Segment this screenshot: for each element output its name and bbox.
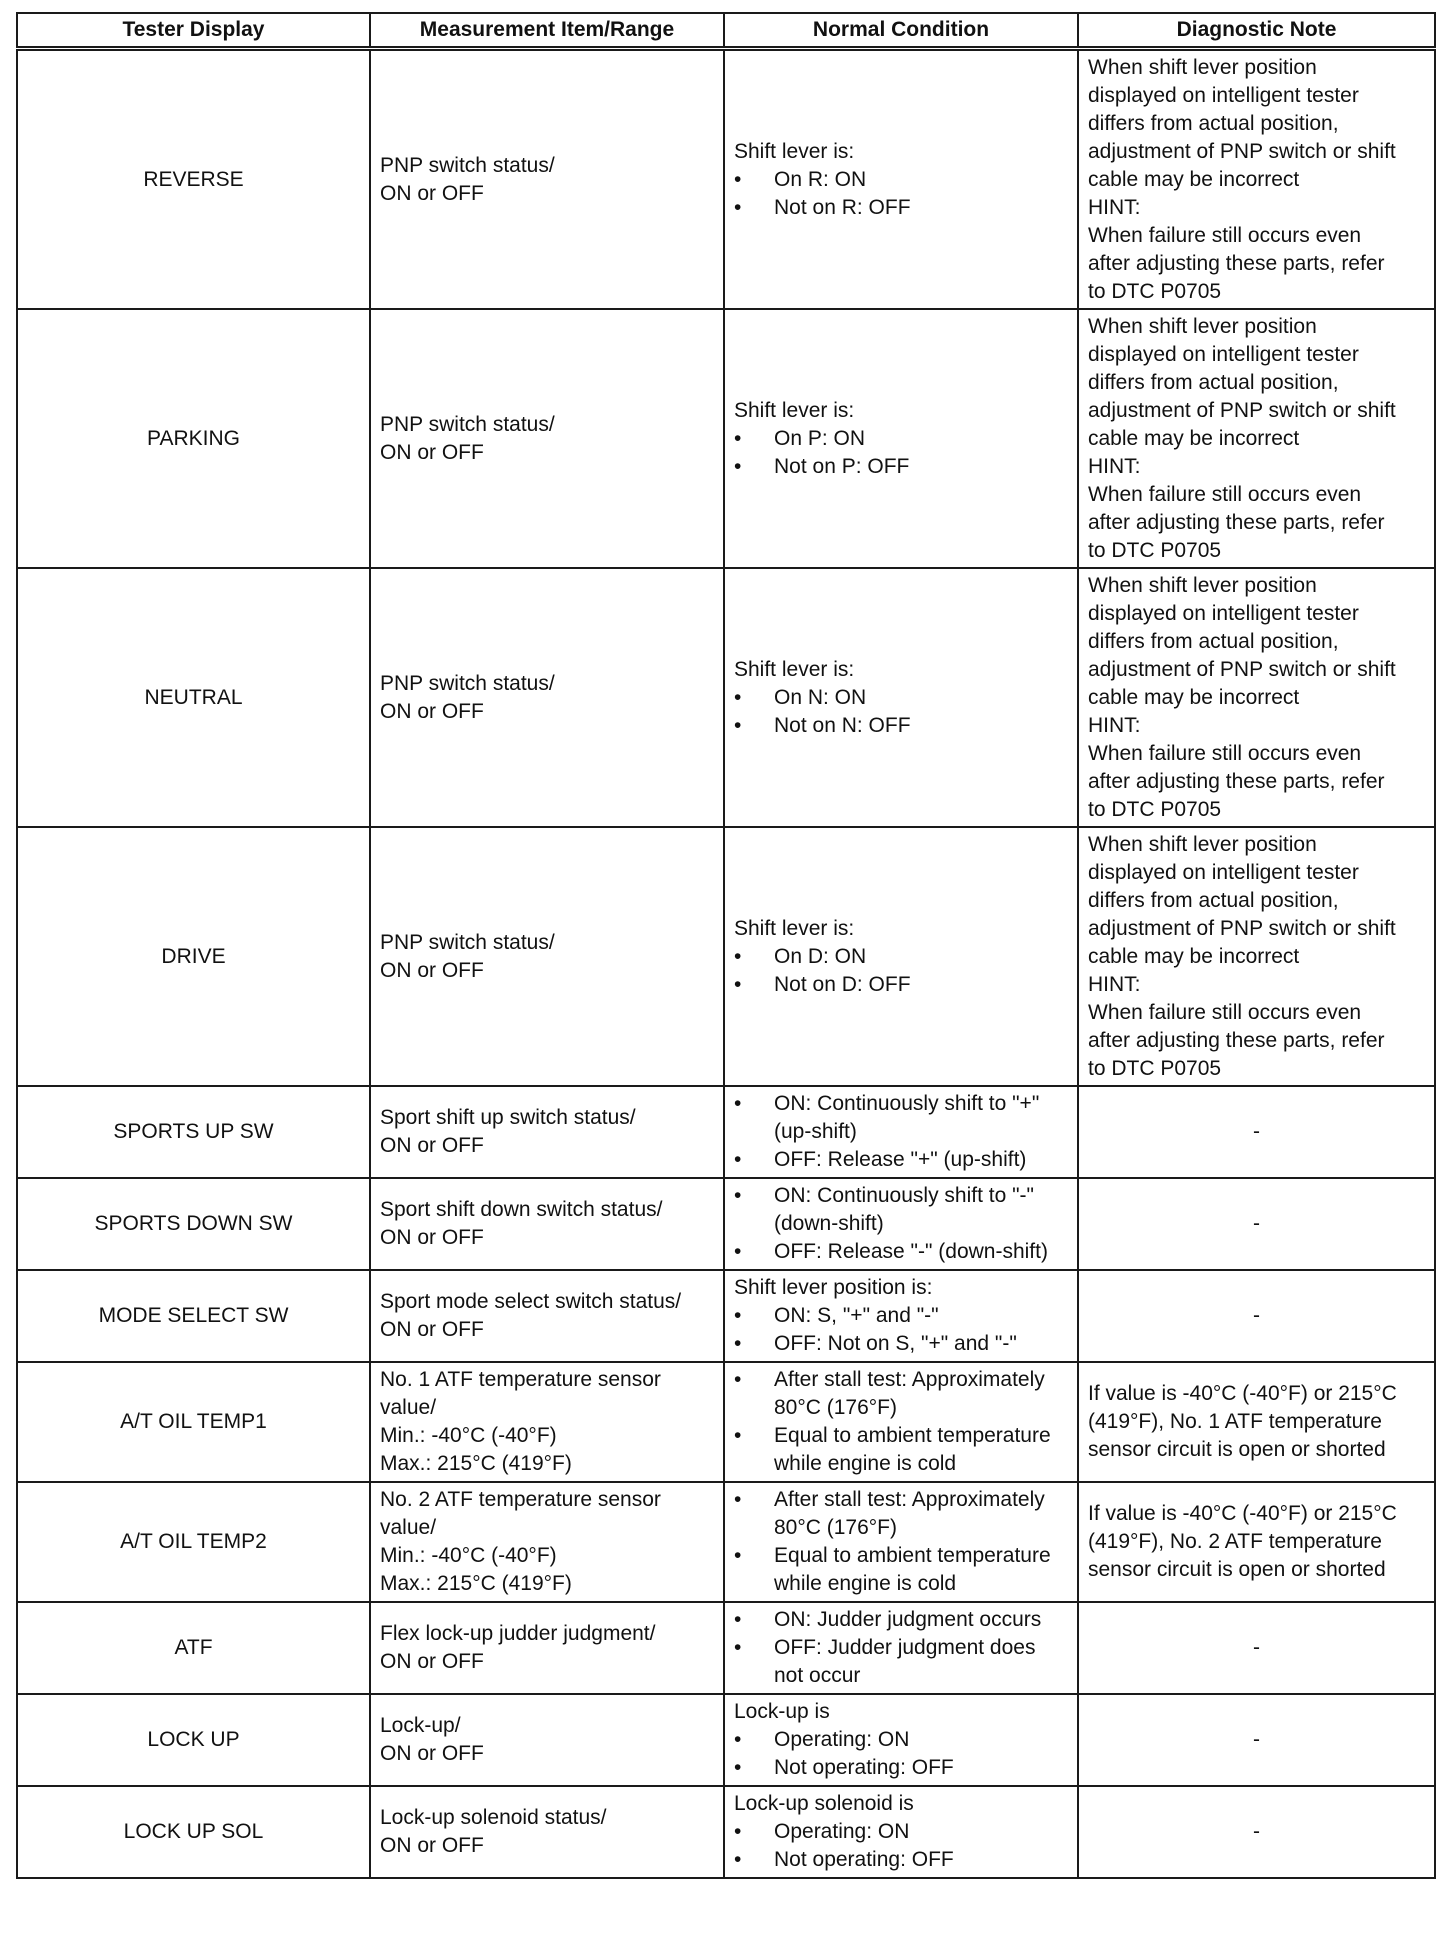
- tester-display-cell: NEUTRAL: [17, 568, 370, 827]
- normal-condition-bullet: • Operating: ON: [734, 1726, 1068, 1754]
- measurement-line: ON or OFF: [380, 181, 484, 205]
- measurement-line: Sport shift down switch status/: [380, 1198, 663, 1221]
- measurement-line: ON or OFF: [380, 1650, 484, 1673]
- measurement-line: ON or OFF: [380, 1134, 484, 1157]
- normal-condition-bullet: • On N: ON: [734, 684, 1068, 712]
- diagnostic-note-line: to DTC P0705: [1088, 797, 1222, 821]
- measurement-line: Lock-up/: [380, 1714, 461, 1737]
- diagnostic-note-line: after adjusting these parts, refer: [1088, 251, 1385, 275]
- diagnostic-note-line: -: [1253, 1636, 1260, 1659]
- diagnostic-note-line: HINT:: [1088, 713, 1141, 737]
- normal-condition-bullet: • After stall test: Approximately 80°C (176°F): [734, 1366, 1068, 1422]
- table-row: [17, 49, 1435, 310]
- diagnostic-note-line: When failure still occurs even: [1088, 482, 1362, 506]
- diagnostic-note-cell: [1078, 49, 1435, 310]
- diagnostic-note-line: -: [1253, 1728, 1260, 1751]
- diagnostic-note-line: -: [1253, 1120, 1260, 1143]
- normal-condition-cell: [724, 1362, 1078, 1482]
- measurement-line: ON or OFF: [380, 1742, 484, 1765]
- table-body: [17, 49, 1435, 1879]
- measurement-cell: [370, 1362, 724, 1482]
- measurement-line: ON or OFF: [380, 958, 484, 982]
- diagnostic-note-line: -: [1253, 1820, 1260, 1843]
- diagnostic-note-line: after adjusting these parts, refer: [1088, 769, 1385, 793]
- diagnostic-note-line: to DTC P0705: [1088, 1056, 1222, 1080]
- diagnostic-note-line: after adjusting these parts, refer: [1088, 510, 1385, 534]
- normal-condition-bullet: • Not on N: OFF: [734, 712, 1068, 740]
- measurement-line: value/: [380, 1396, 437, 1419]
- normal-condition-bullet: • ON: Continuously shift to "+" (up-shift): [734, 1090, 1068, 1146]
- normal-condition-cell: [724, 1694, 1078, 1786]
- tester-display-cell: MODE SELECT SW: [17, 1270, 370, 1362]
- diagnostic-note-line: When shift lever position: [1088, 832, 1317, 856]
- diagnostic-note-line: -: [1253, 1212, 1260, 1235]
- table-row: [17, 1178, 1435, 1270]
- normal-condition-bullet: • Not on D: OFF: [734, 971, 1068, 999]
- measurement-cell: [370, 1270, 724, 1362]
- normal-condition-bullet: • OFF: Release "+" (up-shift): [734, 1146, 1068, 1174]
- measurement-line: No. 1 ATF temperature sensor: [380, 1368, 661, 1391]
- normal-condition-cell: [724, 1270, 1078, 1362]
- normal-condition-cell: [724, 1178, 1078, 1270]
- normal-condition-intro: Lock-up is: [734, 1700, 830, 1723]
- table-row: [17, 1694, 1435, 1786]
- table-row: [17, 1270, 1435, 1362]
- measurement-cell: [370, 49, 724, 310]
- diagnostic-note-line: If value is -40°C (-40°F) or 215°C: [1088, 1502, 1397, 1525]
- normal-condition-bullet: • Operating: ON: [734, 1818, 1068, 1846]
- measurement-cell: [370, 1694, 724, 1786]
- normal-condition-cell: [724, 309, 1078, 568]
- diagnostic-note-line: differs from actual position,: [1088, 111, 1339, 135]
- normal-condition-bullet: • OFF: Not on S, "+" and "-": [734, 1330, 1068, 1358]
- diagnostic-note-line: adjustment of PNP switch or shift: [1088, 916, 1396, 940]
- measurement-line: PNP switch status/: [380, 412, 555, 436]
- measurement-line: Min.: -40°C (-40°F): [380, 1424, 557, 1447]
- normal-condition-intro: Shift lever is:: [734, 398, 855, 422]
- normal-condition-intro: Shift lever is:: [734, 139, 855, 163]
- diagnostic-note-line: -: [1253, 1304, 1260, 1327]
- diagnostic-note-line: If value is -40°C (-40°F) or 215°C: [1088, 1382, 1397, 1405]
- normal-condition-bullet: • Not on P: OFF: [734, 453, 1068, 481]
- diagnostic-note-cell: [1078, 1086, 1435, 1178]
- diagnostic-note-line: When failure still occurs even: [1088, 223, 1362, 247]
- diagnostic-note-line: displayed on intelligent tester: [1088, 342, 1359, 366]
- diagnostic-note-line: HINT:: [1088, 972, 1141, 996]
- tester-display-cell: PARKING: [17, 309, 370, 568]
- measurement-line: Max.: 215°C (419°F): [380, 1452, 572, 1475]
- diagnostic-note-line: HINT:: [1088, 195, 1141, 219]
- diagnostic-note-line: displayed on intelligent tester: [1088, 601, 1359, 625]
- normal-condition-bullet: • On D: ON: [734, 943, 1068, 971]
- measurement-cell: [370, 309, 724, 568]
- table-row: [17, 309, 1435, 568]
- normal-condition-intro: Shift lever is:: [734, 916, 855, 940]
- measurement-cell: [370, 1086, 724, 1178]
- table-row: [17, 1362, 1435, 1482]
- measurement-cell: [370, 1602, 724, 1694]
- tester-display-cell: ATF: [17, 1602, 370, 1694]
- diagnostic-note-line: When shift lever position: [1088, 55, 1317, 79]
- measurement-line: Sport shift up switch status/: [380, 1106, 636, 1129]
- table-row: [17, 1786, 1435, 1878]
- diagnostic-note-cell: [1078, 1178, 1435, 1270]
- diagnostic-note-line: displayed on intelligent tester: [1088, 860, 1359, 884]
- diagnostic-note-line: (419°F), No. 1 ATF temperature: [1088, 1410, 1382, 1433]
- header-normal-condition: Normal Condition: [724, 13, 1078, 49]
- measurement-line: PNP switch status/: [380, 930, 555, 954]
- table-row: [17, 827, 1435, 1086]
- table-row: [17, 1086, 1435, 1178]
- diagnostic-note-line: sensor circuit is open or shorted: [1088, 1558, 1386, 1581]
- diagnostic-note-line: cable may be incorrect: [1088, 944, 1300, 968]
- normal-condition-bullet: • ON: Judder judgment occurs: [734, 1606, 1068, 1634]
- diagnostic-note-cell: [1078, 1362, 1435, 1482]
- diagnostic-note-line: cable may be incorrect: [1088, 426, 1300, 450]
- measurement-line: ON or OFF: [380, 440, 484, 464]
- normal-condition-bullet: • Equal to ambient temperature while engine is cold: [734, 1422, 1068, 1478]
- diagnostic-note-line: When failure still occurs even: [1088, 1000, 1362, 1024]
- measurement-line: ON or OFF: [380, 1318, 484, 1341]
- measurement-line: No. 2 ATF temperature sensor: [380, 1488, 661, 1511]
- diagnostic-note-line: cable may be incorrect: [1088, 685, 1300, 709]
- data-list-table: [16, 12, 1436, 1879]
- measurement-line: value/: [380, 1516, 437, 1539]
- diagnostic-note-cell: [1078, 309, 1435, 568]
- measurement-line: ON or OFF: [380, 1226, 484, 1249]
- diagnostic-note-line: displayed on intelligent tester: [1088, 83, 1359, 107]
- normal-condition-bullet: • After stall test: Approximately 80°C (176°F): [734, 1486, 1068, 1542]
- normal-condition-cell: [724, 49, 1078, 310]
- tester-display-cell: SPORTS DOWN SW: [17, 1178, 370, 1270]
- normal-condition-bullet: • ON: Continuously shift to "-" (down-shift): [734, 1182, 1068, 1238]
- normal-condition-bullet: • ON: S, "+" and "-": [734, 1302, 1068, 1330]
- diagnostic-note-line: When failure still occurs even: [1088, 741, 1362, 765]
- measurement-line: Max.: 215°C (419°F): [380, 1572, 572, 1595]
- normal-condition-intro: Shift lever is:: [734, 657, 855, 681]
- diagnostic-note-line: HINT:: [1088, 454, 1141, 478]
- normal-condition-cell: [724, 1786, 1078, 1878]
- table-row: [17, 568, 1435, 827]
- normal-condition-bullet: • Not operating: OFF: [734, 1846, 1068, 1874]
- tester-display-cell: A/T OIL TEMP2: [17, 1482, 370, 1602]
- measurement-cell: [370, 568, 724, 827]
- measurement-line: Flex lock-up judder judgment/: [380, 1622, 656, 1645]
- tester-display-cell: A/T OIL TEMP1: [17, 1362, 370, 1482]
- normal-condition-bullet: • On R: ON: [734, 166, 1068, 194]
- diagnostic-note-line: (419°F), No. 2 ATF temperature: [1088, 1530, 1382, 1553]
- tester-display-cell: DRIVE: [17, 827, 370, 1086]
- table-row: [17, 1602, 1435, 1694]
- diagnostic-note-cell: [1078, 1270, 1435, 1362]
- tester-display-cell: SPORTS UP SW: [17, 1086, 370, 1178]
- tester-display-cell: LOCK UP SOL: [17, 1786, 370, 1878]
- normal-condition-intro: Lock-up solenoid is: [734, 1792, 914, 1815]
- normal-condition-bullet: • OFF: Judder judgment does not occur: [734, 1634, 1068, 1690]
- header-tester-display: Tester Display: [17, 13, 370, 49]
- measurement-line: PNP switch status/: [380, 671, 555, 695]
- diagnostic-note-line: adjustment of PNP switch or shift: [1088, 657, 1396, 681]
- diagnostic-note-line: sensor circuit is open or shorted: [1088, 1438, 1386, 1461]
- normal-condition-cell: [724, 1086, 1078, 1178]
- measurement-line: Min.: -40°C (-40°F): [380, 1544, 557, 1567]
- diagnostic-note-cell: [1078, 1786, 1435, 1878]
- normal-condition-cell: [724, 1602, 1078, 1694]
- diagnostic-note-line: differs from actual position,: [1088, 629, 1339, 653]
- normal-condition-bullet: • On P: ON: [734, 425, 1068, 453]
- normal-condition-cell: [724, 568, 1078, 827]
- measurement-cell: [370, 1786, 724, 1878]
- diagnostic-note-cell: [1078, 1694, 1435, 1786]
- measurement-line: PNP switch status/: [380, 153, 555, 177]
- normal-condition-cell: [724, 1482, 1078, 1602]
- diagnostic-note-line: after adjusting these parts, refer: [1088, 1028, 1385, 1052]
- measurement-cell: [370, 1482, 724, 1602]
- normal-condition-cell: [724, 827, 1078, 1086]
- measurement-cell: [370, 1178, 724, 1270]
- diagnostic-note-line: differs from actual position,: [1088, 888, 1339, 912]
- measurement-line: ON or OFF: [380, 699, 484, 723]
- normal-condition-bullet: • Equal to ambient temperature while engine is cold: [734, 1542, 1068, 1598]
- header-measurement-item: Measurement Item/Range: [370, 13, 724, 49]
- diagnostic-note-line: adjustment of PNP switch or shift: [1088, 398, 1396, 422]
- diagnostic-note-line: When shift lever position: [1088, 314, 1317, 338]
- diagnostic-note-cell: [1078, 827, 1435, 1086]
- diagnostic-note-cell: [1078, 1602, 1435, 1694]
- normal-condition-bullet: • OFF: Release "-" (down-shift): [734, 1238, 1068, 1266]
- normal-condition-bullet: • Not operating: OFF: [734, 1754, 1068, 1782]
- tester-display-cell: REVERSE: [17, 49, 370, 310]
- diagnostic-note-line: to DTC P0705: [1088, 538, 1222, 562]
- diagnostic-note-line: to DTC P0705: [1088, 279, 1222, 303]
- table-row: [17, 1482, 1435, 1602]
- measurement-line: Lock-up solenoid status/: [380, 1806, 607, 1829]
- measurement-line: ON or OFF: [380, 1834, 484, 1857]
- diagnostic-note-line: adjustment of PNP switch or shift: [1088, 139, 1396, 163]
- measurement-line: Sport mode select switch status/: [380, 1290, 682, 1313]
- diagnostic-note-line: differs from actual position,: [1088, 370, 1339, 394]
- measurement-cell: [370, 827, 724, 1086]
- normal-condition-intro: Shift lever position is:: [734, 1276, 933, 1299]
- diagnostic-note-line: When shift lever position: [1088, 573, 1317, 597]
- diagnostic-note-cell: [1078, 568, 1435, 827]
- table-header-row: [17, 13, 1435, 49]
- diagnostic-note-line: cable may be incorrect: [1088, 167, 1300, 191]
- header-diagnostic-note: Diagnostic Note: [1078, 13, 1435, 49]
- tester-display-cell: LOCK UP: [17, 1694, 370, 1786]
- normal-condition-bullet: • Not on R: OFF: [734, 194, 1068, 222]
- diagnostic-note-cell: [1078, 1482, 1435, 1602]
